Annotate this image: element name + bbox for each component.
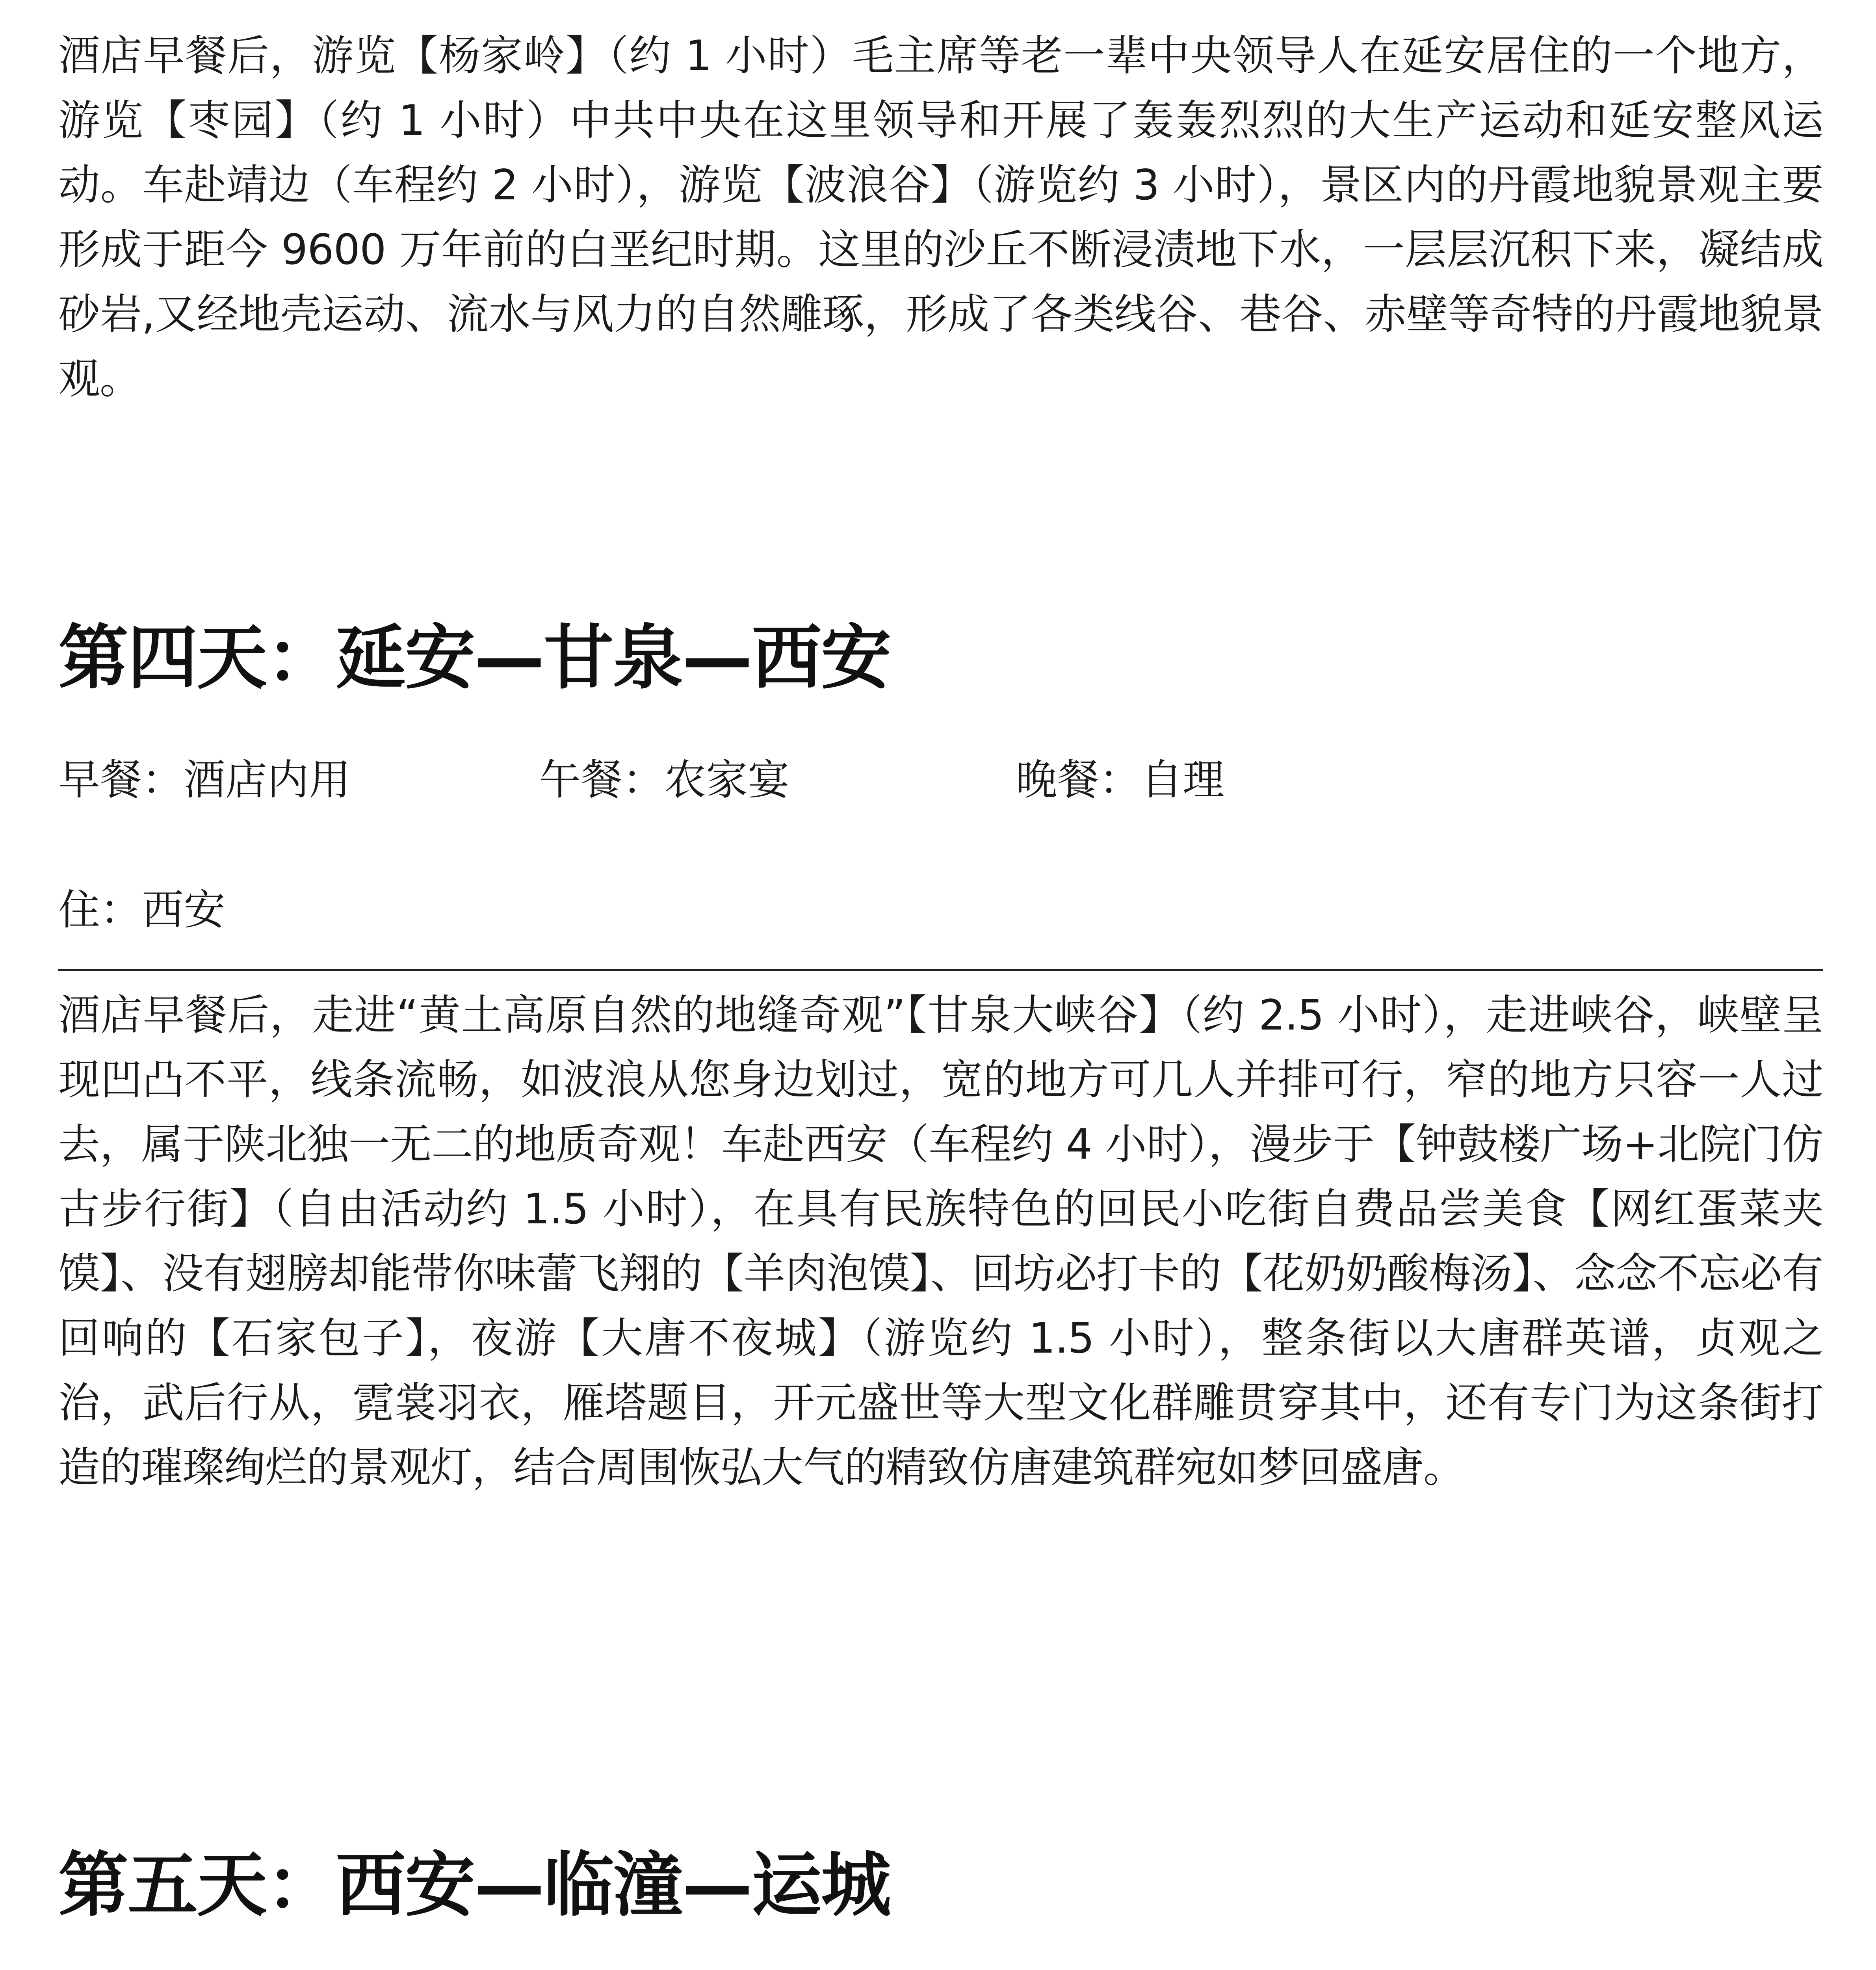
itinerary-page — [58, 24, 1823, 1970]
day4-stay: 住：西安 — [58, 886, 225, 934]
day4-title: 第四天：延安—甘泉—西安 — [58, 617, 890, 699]
intro-paragraph: 酒店早餐后，游览【杨家岭】（约 1 小时）毛主席等老一辈中央领导人在延安居住的一个地方，游览【枣园】（约 1 小时）中共中央在这里领导和开展了轰轰烈烈的大生产运动和延安整风运动。车赴靖边（车程约 2 小时），游览【波浪谷】（游览约 3 小时），景区内的丹霞地貌景观主要形成于距今 9600 万年前的白垩纪时期。这里的沙丘不断浸渍地下水，一层层沉积下来，凝结成砂岩,又经地壳运动、流水与风力的自然雕琢，形成了各类线谷、巷谷、赤壁等奇特的丹霞地貌景观。 — [58, 32, 1823, 403]
day4-meals — [58, 749, 1823, 812]
day4-lunch: 午餐：农家宴 — [539, 756, 789, 804]
day4-dinner: 晚餐：自理 — [1016, 756, 1224, 804]
day4-breakfast: 早餐：酒店内用 — [58, 756, 351, 804]
day5-title: 第五天：西安—临潼—运城 — [58, 1844, 890, 1926]
day4-description: 酒店早餐后，走进“黄土高原自然的地缝奇观”【甘泉大峡谷】（约 2.5 小时），走进峡谷，峡壁呈现凹凸不平，线条流畅，如波浪从您身边划过，宽的地方可几人并排可行，窄的地方只容一人过去，属于陕北独一无二的地质奇观！车赴西安（车程约 4 小时），漫步于【钟鼓楼广场+北院门仿古步行街】（自由活动约 1.5 小时），在具有民族特色的回民小吃街自费品尝美食【网红蛋菜夹馍】、没有翅膀却能带你味蕾飞翔的【羊肉泡馍】、回坊必打卡的【花奶奶酸梅汤】、念念不忘必有回响的【石家包子】，夜游【大唐不夜城】（游览约 1.5 小时），整条街以大唐群英谱，贞观之治，武后行从，霓裳羽衣，雁塔题目，开元盛世等大型文化群雕贯穿其中，还有专门为这条街打造的璀璨绚烂的景观灯，结合周围恢弘大气的精致仿唐建筑群宛如梦回盛唐。 — [58, 991, 1823, 1492]
